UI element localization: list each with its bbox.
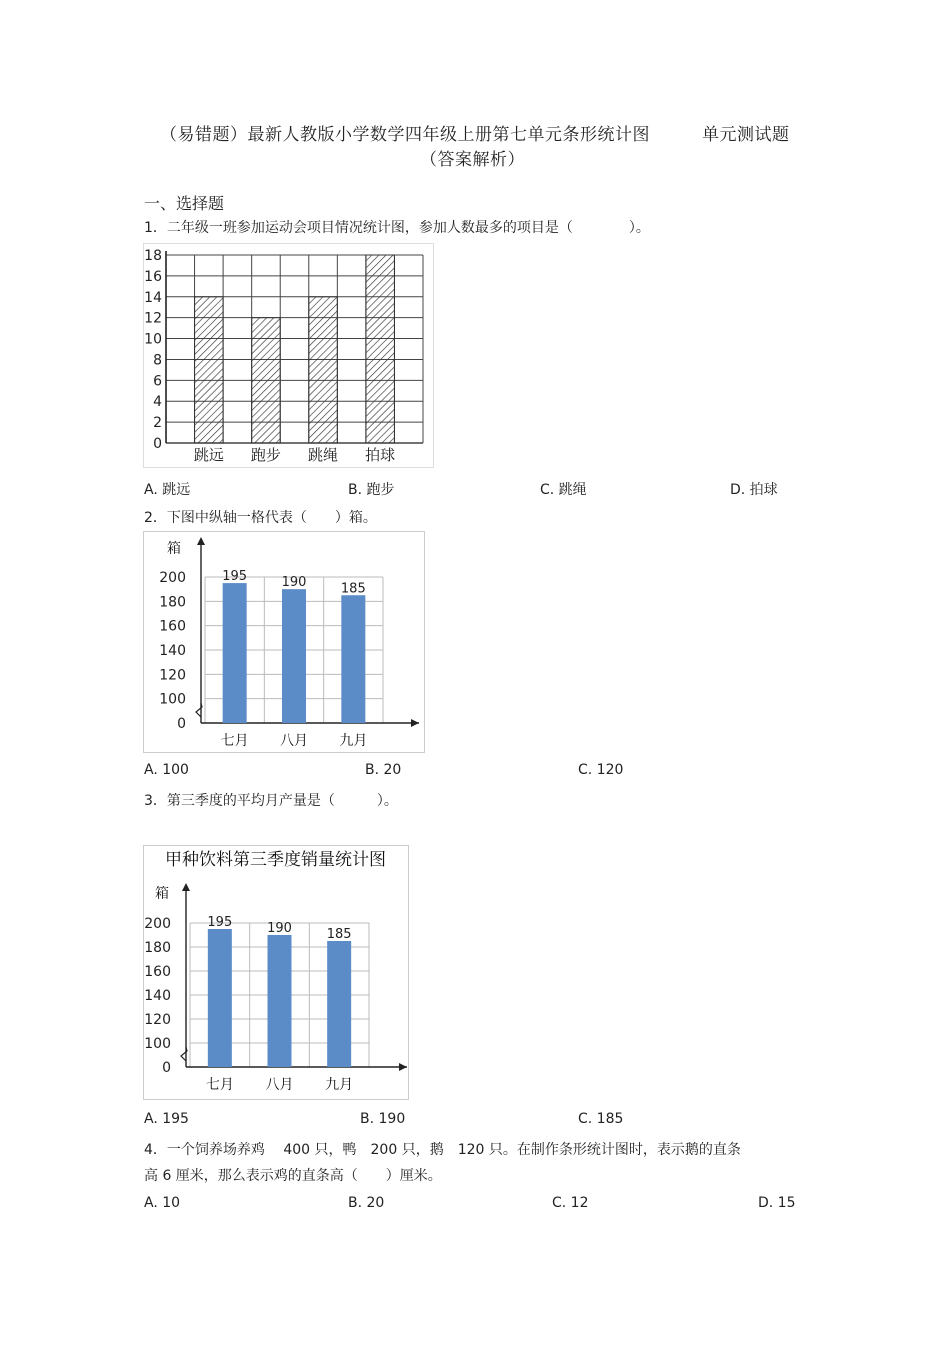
chart-3-data-label: 195 (207, 915, 233, 930)
chart-3-bar (327, 941, 351, 1067)
chart-3-ytick-label: 100 (144, 1036, 171, 1052)
q2-option-a[interactable]: A. 100 (144, 762, 189, 778)
chart-3-ytick-label: 160 (144, 964, 171, 980)
chart-3 (143, 845, 409, 1100)
chart-1-ytick-label: 0 (153, 436, 162, 452)
chart-1-ytick-label: 14 (144, 289, 162, 306)
q4-option-c[interactable]: C. 12 (552, 1195, 589, 1211)
q1-option-c[interactable]: C. 跳绳 (540, 482, 587, 498)
chart-1 (143, 243, 434, 468)
chart-3-bar (208, 929, 232, 1067)
q1-option-b[interactable]: B. 跑步 (348, 482, 395, 498)
chart-3-ytick-label: 120 (144, 1012, 171, 1028)
chart-2-ytick-label: 120 (159, 667, 186, 684)
chart-2-ylabel: 箱 (167, 541, 181, 557)
chart-2-ytick-label: 140 (159, 643, 186, 659)
q2-option-b[interactable]: B. 20 (365, 762, 402, 778)
chart-1-ytick-label: 12 (144, 310, 162, 327)
chart-2-xtick-label: 七月 (220, 733, 249, 749)
chart-2-xtick-label: 九月 (339, 733, 368, 749)
chart-3-ytick-label: 200 (144, 916, 171, 932)
q3-option-c[interactable]: C. 185 (578, 1111, 624, 1127)
chart-2 (143, 531, 425, 753)
chart-1-ytick-label: 6 (153, 373, 162, 390)
chart-2-ytick-label: 100 (159, 691, 186, 708)
doc-title-line2: （答案解析） (420, 150, 525, 170)
chart-2-ytick-label: 180 (159, 594, 186, 611)
chart-1-ytick-label: 10 (144, 331, 162, 348)
q4-option-b[interactable]: B. 20 (348, 1195, 385, 1211)
question-3-stem: 3．第三季度的平均月产量是（ ）。 (144, 793, 398, 809)
q3-option-a[interactable]: A. 195 (144, 1111, 189, 1127)
chart-1-xtick-label: 跑步 (250, 446, 281, 464)
q4-option-a[interactable]: A. 10 (144, 1195, 181, 1211)
chart-2-data-label: 185 (340, 581, 366, 597)
chart-1-xtick-label: 拍球 (365, 446, 396, 464)
chart-3-xtick-label: 八月 (265, 1077, 294, 1093)
chart-2-data-label: 195 (222, 569, 248, 585)
chart-1-ytick-label: 8 (153, 352, 162, 369)
chart-2-bar (282, 589, 306, 723)
chart-2-bar (223, 583, 247, 723)
chart-3-title: 甲种饮料第三季度销量统计图 (165, 850, 386, 870)
doc-title-line1: （易错题）最新人教版小学数学四年级上册第七单元条形统计图 (160, 125, 650, 145)
question-4-stem-line1: 4．一个饲养场养鸡 400 只，鸭 200 只，鹅 120 只。在制作条形统计图时，表示鹅的直条 (144, 1142, 741, 1158)
chart-3-data-label: 185 (326, 927, 352, 942)
chart-3-ytick-label: 0 (162, 1060, 171, 1076)
chart-3-bar (268, 935, 292, 1067)
chart-3-ytick-label: 180 (144, 940, 171, 956)
chart-3-data-label: 190 (267, 921, 292, 936)
section-heading: 一、选择题 (144, 194, 225, 213)
chart-1-xtick-label: 跳绳 (308, 446, 339, 464)
chart-3-xtick-label: 九月 (325, 1077, 354, 1093)
chart-1-ytick-label: 16 (144, 268, 162, 285)
q1-option-d[interactable]: D. 拍球 (730, 482, 778, 498)
question-2-stem: 2．下图中纵轴一格代表（ ）箱。 (144, 510, 377, 526)
q3-option-b[interactable]: B. 190 (360, 1111, 406, 1127)
question-1-stem: 1．二年级一班参加运动会项目情况统计图，参加人数最多的项目是（ ）。 (144, 220, 650, 236)
q4-option-d[interactable]: D. 15 (758, 1195, 796, 1211)
chart-1-bar (309, 297, 338, 443)
chart-2-ytick-label: 200 (159, 570, 186, 586)
chart-2-ytick-label: 0 (177, 716, 186, 732)
chart-1-bar (195, 297, 224, 443)
question-4-stem-line2: 高 6 厘米，那么表示鸡的直条高（ ）厘米。 (144, 1168, 442, 1184)
chart-2-data-label: 190 (281, 575, 307, 591)
chart-1-ytick-label: 18 (144, 248, 162, 264)
chart-1-bar (252, 318, 281, 443)
chart-3-ylabel: 箱 (155, 886, 169, 902)
q1-option-a[interactable]: A. 跳远 (144, 482, 191, 498)
chart-2-bar (341, 595, 365, 723)
chart-3-xtick-label: 七月 (205, 1077, 234, 1093)
chart-1-ytick-label: 4 (153, 394, 162, 411)
chart-2-xtick-label: 八月 (280, 733, 308, 749)
chart-1-xtick-label: 跳远 (193, 446, 224, 464)
chart-1-bar (366, 255, 395, 443)
chart-3-ytick-label: 140 (144, 988, 171, 1004)
chart-1-ytick-label: 2 (153, 415, 162, 432)
q2-option-c[interactable]: C. 120 (578, 762, 624, 778)
chart-2-ytick-label: 160 (159, 618, 186, 635)
doc-title-line1-tail: 单元测试题 (702, 125, 790, 145)
